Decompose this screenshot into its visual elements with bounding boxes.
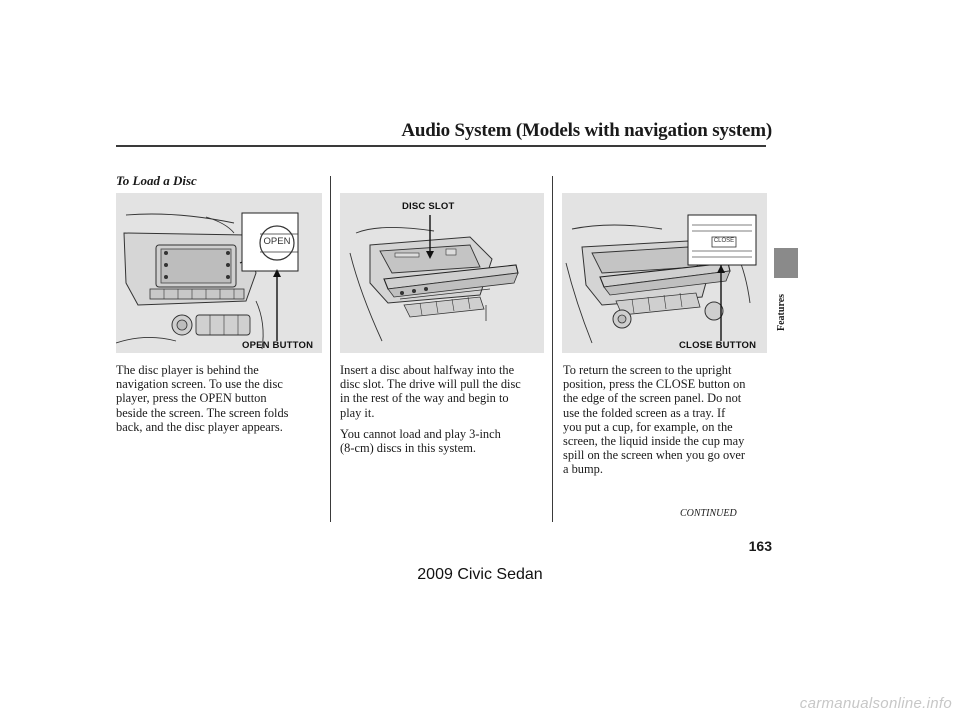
dashboard-illustration-open — [116, 193, 322, 353]
section-title: To Load a Disc — [116, 173, 197, 188]
col2-paragraph-1: Insert a disc about halfway into the disc slot. The drive will pull the disc in the rest of the way and begin to play it. — [340, 363, 521, 420]
col3-paragraph-1: To return the screen to the upright position, press the CLOSE button on the edge of the screen panel. Do not use the folded screen as a tray. If you put a cup, for example, on the screen, the liquid inside the cup may spill on the screen when you go over a bump. — [563, 363, 746, 477]
column-divider-1 — [330, 176, 331, 522]
section-side-label: Features — [776, 293, 787, 331]
col2-paragraph-2: You cannot load and play 3-inch (8-cm) discs in this system. — [340, 427, 501, 456]
open-button-label: OPEN BUTTON — [242, 340, 314, 351]
dashboard-illustration-slot — [340, 193, 544, 353]
disc-slot-label: DISC SLOT — [402, 201, 455, 212]
figure-disc-slot — [340, 193, 544, 353]
vehicle-caption: 2009 Civic Sedan — [417, 566, 543, 583]
open-callout-text: OPEN — [263, 236, 291, 247]
column-divider-2 — [552, 176, 553, 522]
close-callout-text: CLOSE — [713, 238, 735, 244]
dashboard-illustration-close — [562, 193, 767, 353]
watermark: carmanualsonline.info — [799, 695, 952, 712]
close-button-label: CLOSE BUTTON — [679, 340, 757, 351]
continued-marker: CONTINUED — [680, 508, 737, 519]
figure-close-button — [562, 193, 767, 353]
page-title: Audio System (Models with navigation system) — [401, 120, 772, 141]
figure-open-button — [116, 193, 322, 353]
section-tab-marker — [774, 248, 798, 278]
col1-paragraph-1: The disc player is behind the navigation screen. To use the disc player, press the OPEN button beside the screen. The screen folds back, and the disc player appears. — [116, 363, 289, 434]
page-number: 163 — [748, 538, 772, 554]
header-rule — [116, 145, 766, 147]
